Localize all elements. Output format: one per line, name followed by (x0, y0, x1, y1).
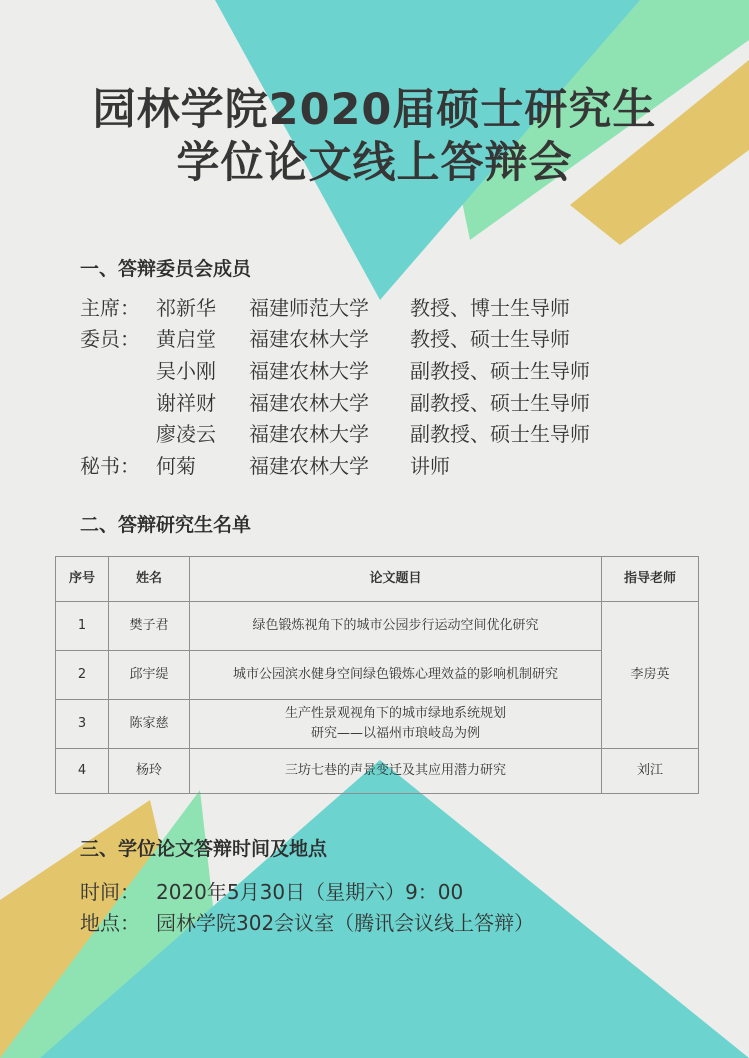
header-advisor: 指导老师 (602, 557, 699, 602)
section-heading-time-place: 三、学位论文答辩时间及地点 (80, 838, 328, 860)
table-header-row (56, 557, 699, 602)
member-institution: 福建农林大学 (249, 391, 369, 415)
member-name: 祁新华 (156, 296, 216, 320)
member-title: 副教授、硕士生导师 (410, 391, 590, 415)
student-table (55, 556, 699, 794)
member-institution: 福建师范大学 (249, 296, 369, 320)
member-name: 何菊 (156, 454, 196, 478)
member-institution: 福建农林大学 (249, 422, 369, 446)
member-name: 谢祥财 (156, 391, 216, 415)
member-title: 教授、硕士生导师 (410, 327, 570, 351)
time-value: 2020年5月30日（星期六）9：00 (156, 880, 464, 904)
member-institution: 福建农林大学 (249, 359, 369, 383)
cell-advisor: 刘江 (602, 749, 699, 794)
cell-thesis: 绿色锻炼视角下的城市公园步行运动空间优化研究 (190, 602, 602, 651)
cell-number: 4 (56, 749, 109, 794)
cell-name: 邱宇缇 (109, 651, 190, 700)
member-role: 委员： (80, 327, 140, 351)
member-institution: 福建农林大学 (249, 327, 369, 351)
cell-name: 樊子君 (109, 602, 190, 651)
cell-name: 陈家慈 (109, 700, 190, 749)
header-thesis: 论文题目 (190, 557, 602, 602)
thesis-line-2: 研究——以福州市琅岐岛为例 (310, 726, 480, 741)
table-row (56, 749, 699, 794)
place-label: 地点： (80, 911, 140, 935)
cell-number: 2 (56, 651, 109, 700)
section-heading-students: 二、答辩研究生名单 (80, 514, 252, 536)
thesis-line-1: 生产性景观视角下的城市绿地系统规划 (284, 706, 506, 721)
member-role: 主席： (80, 296, 140, 320)
title-line-1: 园林学院2020届硕士研究生 (92, 85, 657, 135)
member-role: 秘书： (80, 454, 140, 478)
member-title: 副教授、硕士生导师 (410, 359, 590, 383)
place-value: 园林学院302会议室（腾讯会议线上答辩） (156, 911, 535, 935)
member-name: 吴小刚 (156, 359, 216, 383)
title-line-2: 学位论文线上答辩会 (176, 138, 573, 188)
member-name: 黄启堂 (156, 327, 216, 351)
cell-number: 3 (56, 700, 109, 749)
header-name: 姓名 (109, 557, 190, 602)
time-label: 时间： (80, 880, 140, 904)
cell-thesis: 三坊七巷的声景变迁及其应用潜力研究 (190, 749, 602, 794)
member-name: 廖凌云 (156, 422, 216, 446)
member-title: 讲师 (410, 454, 450, 478)
section-heading-committee: 一、答辩委员会成员 (80, 258, 252, 280)
member-institution: 福建农林大学 (249, 454, 369, 478)
cell-number: 1 (56, 602, 109, 651)
cell-thesis (190, 700, 602, 749)
table-row (56, 602, 699, 651)
cell-thesis: 城市公园滨水健身空间绿色锻炼心理效益的影响机制研究 (190, 651, 602, 700)
cell-advisor: 李房英 (602, 602, 699, 749)
member-title: 副教授、硕士生导师 (410, 422, 590, 446)
header-number: 序号 (56, 557, 109, 602)
cell-name: 杨玲 (109, 749, 190, 794)
member-title: 教授、博士生导师 (410, 296, 570, 320)
